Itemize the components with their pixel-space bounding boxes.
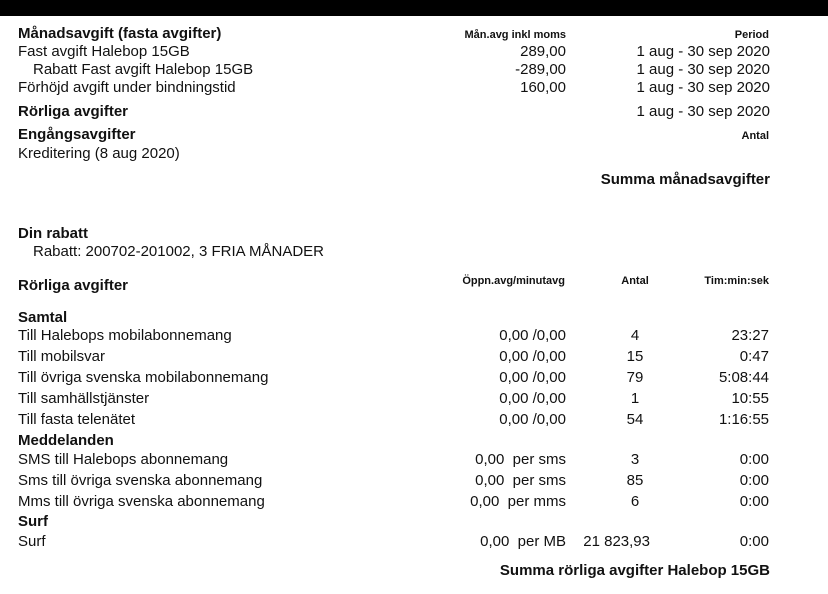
messages-title: Meddelanden xyxy=(18,432,114,449)
table-row-time: 0:00 xyxy=(739,493,769,510)
variable-fees-label: Rörliga avgifter xyxy=(18,103,129,120)
col-time-header: Tim:min:sek xyxy=(704,275,769,287)
col-rate-header: Öppn.avg/minutavg xyxy=(462,275,565,287)
table-row-count: 4 xyxy=(630,327,640,344)
table-row-label: Till samhällstjänster xyxy=(18,390,150,407)
table-row-count: 54 xyxy=(626,411,644,428)
usage-title: Rörliga avgifter xyxy=(18,277,129,294)
table-row-label: Till fasta telenätet xyxy=(18,411,136,428)
variable-fees-period: 1 aug - 30 sep 2020 xyxy=(636,103,770,120)
fixed-fee-label: Fast avgift Halebop 15GB xyxy=(18,43,190,60)
table-row-count: 79 xyxy=(626,369,644,386)
monthly-fees-title: Månadsavgift (fasta avgifter) xyxy=(18,25,222,42)
col-amount-header: Mån.avg inkl moms xyxy=(464,29,566,41)
table-row-time: 10:55 xyxy=(731,390,769,407)
table-row-time: 0:00 xyxy=(739,533,769,550)
table-row-label: Till mobilsvar xyxy=(18,348,105,365)
table-row-rate: 0,00 /0,00 xyxy=(499,411,566,428)
table-row-rate: 0,00 per sms xyxy=(475,472,566,489)
onetime-item: Kreditering (8 aug 2020) xyxy=(18,145,180,162)
table-row-label: Till övriga svenska mobilabonnemang xyxy=(18,369,269,386)
fixed-fee-period: 1 aug - 30 sep 2020 xyxy=(636,43,770,60)
table-row-time: 1:16:55 xyxy=(718,411,769,428)
calls-title: Samtal xyxy=(18,309,68,326)
discount-text: Rabatt: 200702-201002, 3 FRIA MÅNADER xyxy=(33,243,324,260)
discount-fee-amount: -289,00 xyxy=(515,61,566,78)
discount-fee-label: Rabatt Fast avgift Halebop 15GB xyxy=(33,61,254,78)
discount-title: Din rabatt xyxy=(18,225,89,242)
table-row-time: 0:00 xyxy=(739,472,769,489)
sum-monthly: Summa månadsavgifter xyxy=(600,171,770,188)
table-row-time: 0:00 xyxy=(739,451,769,468)
table-row-rate: 0,00 /0,00 xyxy=(499,390,566,407)
col-period-header: Period xyxy=(734,29,769,41)
table-row-rate: 0,00 /0,00 xyxy=(499,327,566,344)
table-row-rate: 0,00 /0,00 xyxy=(499,348,566,365)
table-row-time: 23:27 xyxy=(731,327,769,344)
table-row-label: Sms till övriga svenska abonnemang xyxy=(18,472,263,489)
table-row-rate: 0,00 per MB xyxy=(480,533,566,550)
top-black-bar xyxy=(0,0,828,16)
table-row-label: Till Halebops mobilabonnemang xyxy=(18,327,232,344)
table-row-time: 0:47 xyxy=(739,348,769,365)
onetime-title: Engångsavgifter xyxy=(18,126,136,143)
table-row-count: 21 823,93 xyxy=(583,533,650,550)
table-row-rate: 0,00 per sms xyxy=(475,451,566,468)
table-row-label: Surf xyxy=(18,533,46,550)
col-count-header: Antal xyxy=(621,275,649,287)
table-row-count: 15 xyxy=(626,348,644,365)
sum-variable: Summa rörliga avgifter Halebop 15GB xyxy=(499,562,770,579)
table-row-count: 85 xyxy=(626,472,644,489)
raised-fee-period: 1 aug - 30 sep 2020 xyxy=(636,79,770,96)
table-row-count: 1 xyxy=(630,390,640,407)
table-row-time: 5:08:44 xyxy=(718,369,769,386)
raised-fee-amount: 160,00 xyxy=(520,79,566,96)
raised-fee-label: Förhöjd avgift under bindningstid xyxy=(18,79,236,96)
table-row-count: 3 xyxy=(630,451,640,468)
table-row-count: 6 xyxy=(630,493,640,510)
fixed-fee-amount: 289,00 xyxy=(520,43,566,60)
surf-title: Surf xyxy=(18,513,48,530)
onetime-count-header: Antal xyxy=(741,130,769,142)
table-row-label: SMS till Halebops abonnemang xyxy=(18,451,229,468)
table-row-rate: 0,00 /0,00 xyxy=(499,369,566,386)
discount-fee-period: 1 aug - 30 sep 2020 xyxy=(636,61,770,78)
table-row-label: Mms till övriga svenska abonnemang xyxy=(18,493,265,510)
table-row-rate: 0,00 per mms xyxy=(470,493,566,510)
